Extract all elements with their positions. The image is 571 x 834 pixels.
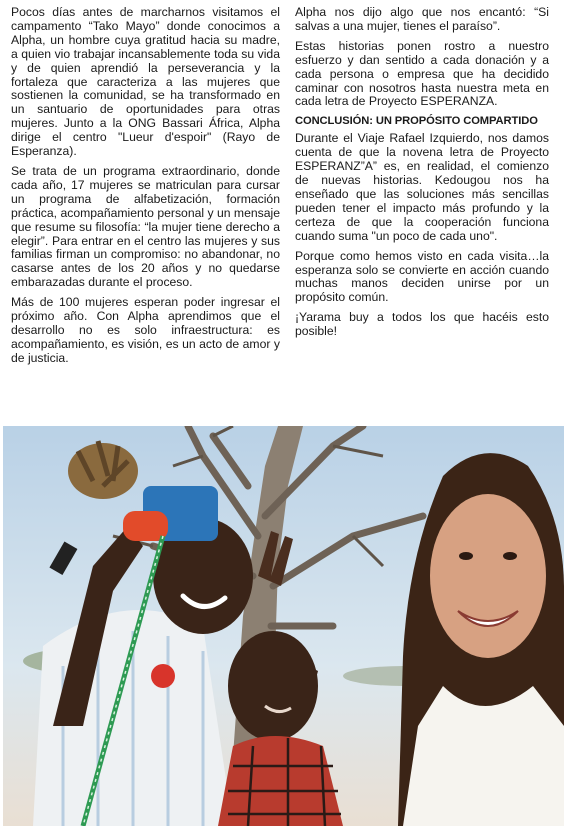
paragraph-program: Se trata de un programa extraordinario, donde cada año, 17 mujeres se matriculan para cursar un programa de alfabetización, formación práctica, acompañamiento personal y un mensaje que resume su filosofía: “la mujer tiene derecho a elegir”. Para entrar en el centro las mujeres y sus familias firman un compromiso: no abandonar, no casarse antes de los 20 años y no quedarse embarazadas durante el proceso. [11, 163, 280, 290]
paragraph-alpha-quote: Alpha nos dijo algo que nos encantó: “Si salvas a una mujer, tienes el paraíso”. [295, 5, 549, 33]
paragraph-waiting-women: Más de 100 mujeres esperan poder ingresar el próximo año. Con Alpha aprendimos que el desarrollo no es solo infraestructura: es acompañamiento, es visión, es un acto de amor y de justicia. [11, 295, 280, 365]
paragraph-thanks: ¡Yarama buy a todos los que hacéis esto posible! [295, 310, 549, 339]
group-selfie-photo [3, 426, 564, 826]
paragraph-alpha-intro: Pocos días antes de marcharnos visitamos el campamento “Tako Mayo” donde conocimos a Alpha, un hombre cuya gratitud hacia su madre, a quien vio trabajar incansablemente toda su vida y de quien aprendió la perseverancia y la fortaleza que caracteriza a las mujeres que sostienen la comunidad, se ha transformado en un santuario de oportunidades para otras mujeres. Junto a la ONG Bassari África, Alpha dirige el centro "Lueur d'espoir" (Rayo de Esperanza). [11, 5, 280, 159]
paragraph-conclusion: Durante el Viaje Rafael Izquierdo, nos damos cuenta de que la novena letra de Proyecto ESPERANZ”A” es, en realidad, el comienzo de nuevas historias. Kedougou nos ha enseñado que las soluciones más sencillas pueden tener el impacto más profundo y la certeza de que la cooperación funciona cuando suma "un poco de cada uno". [295, 131, 549, 243]
paragraph-stories: Estas historias ponen rostro a nuestro esfuerzo y dan sentido a cada donación y a cada persona o empresa que ha decidido caminar con nosotros hasta nuestra meta en cada letra de Proyecto ESPERANZA. [295, 38, 549, 109]
conclusion-heading: CONCLUSIÓN: UN PROPÓSITO COMPARTIDO [295, 115, 538, 128]
right-column [295, 6, 549, 345]
left-column [11, 6, 280, 372]
paragraph-hope: Porque como hemos visto en cada visita…la esperanza solo se convierte en acción cuando muchas manos deciden unirse por un propósito común. [295, 248, 549, 305]
